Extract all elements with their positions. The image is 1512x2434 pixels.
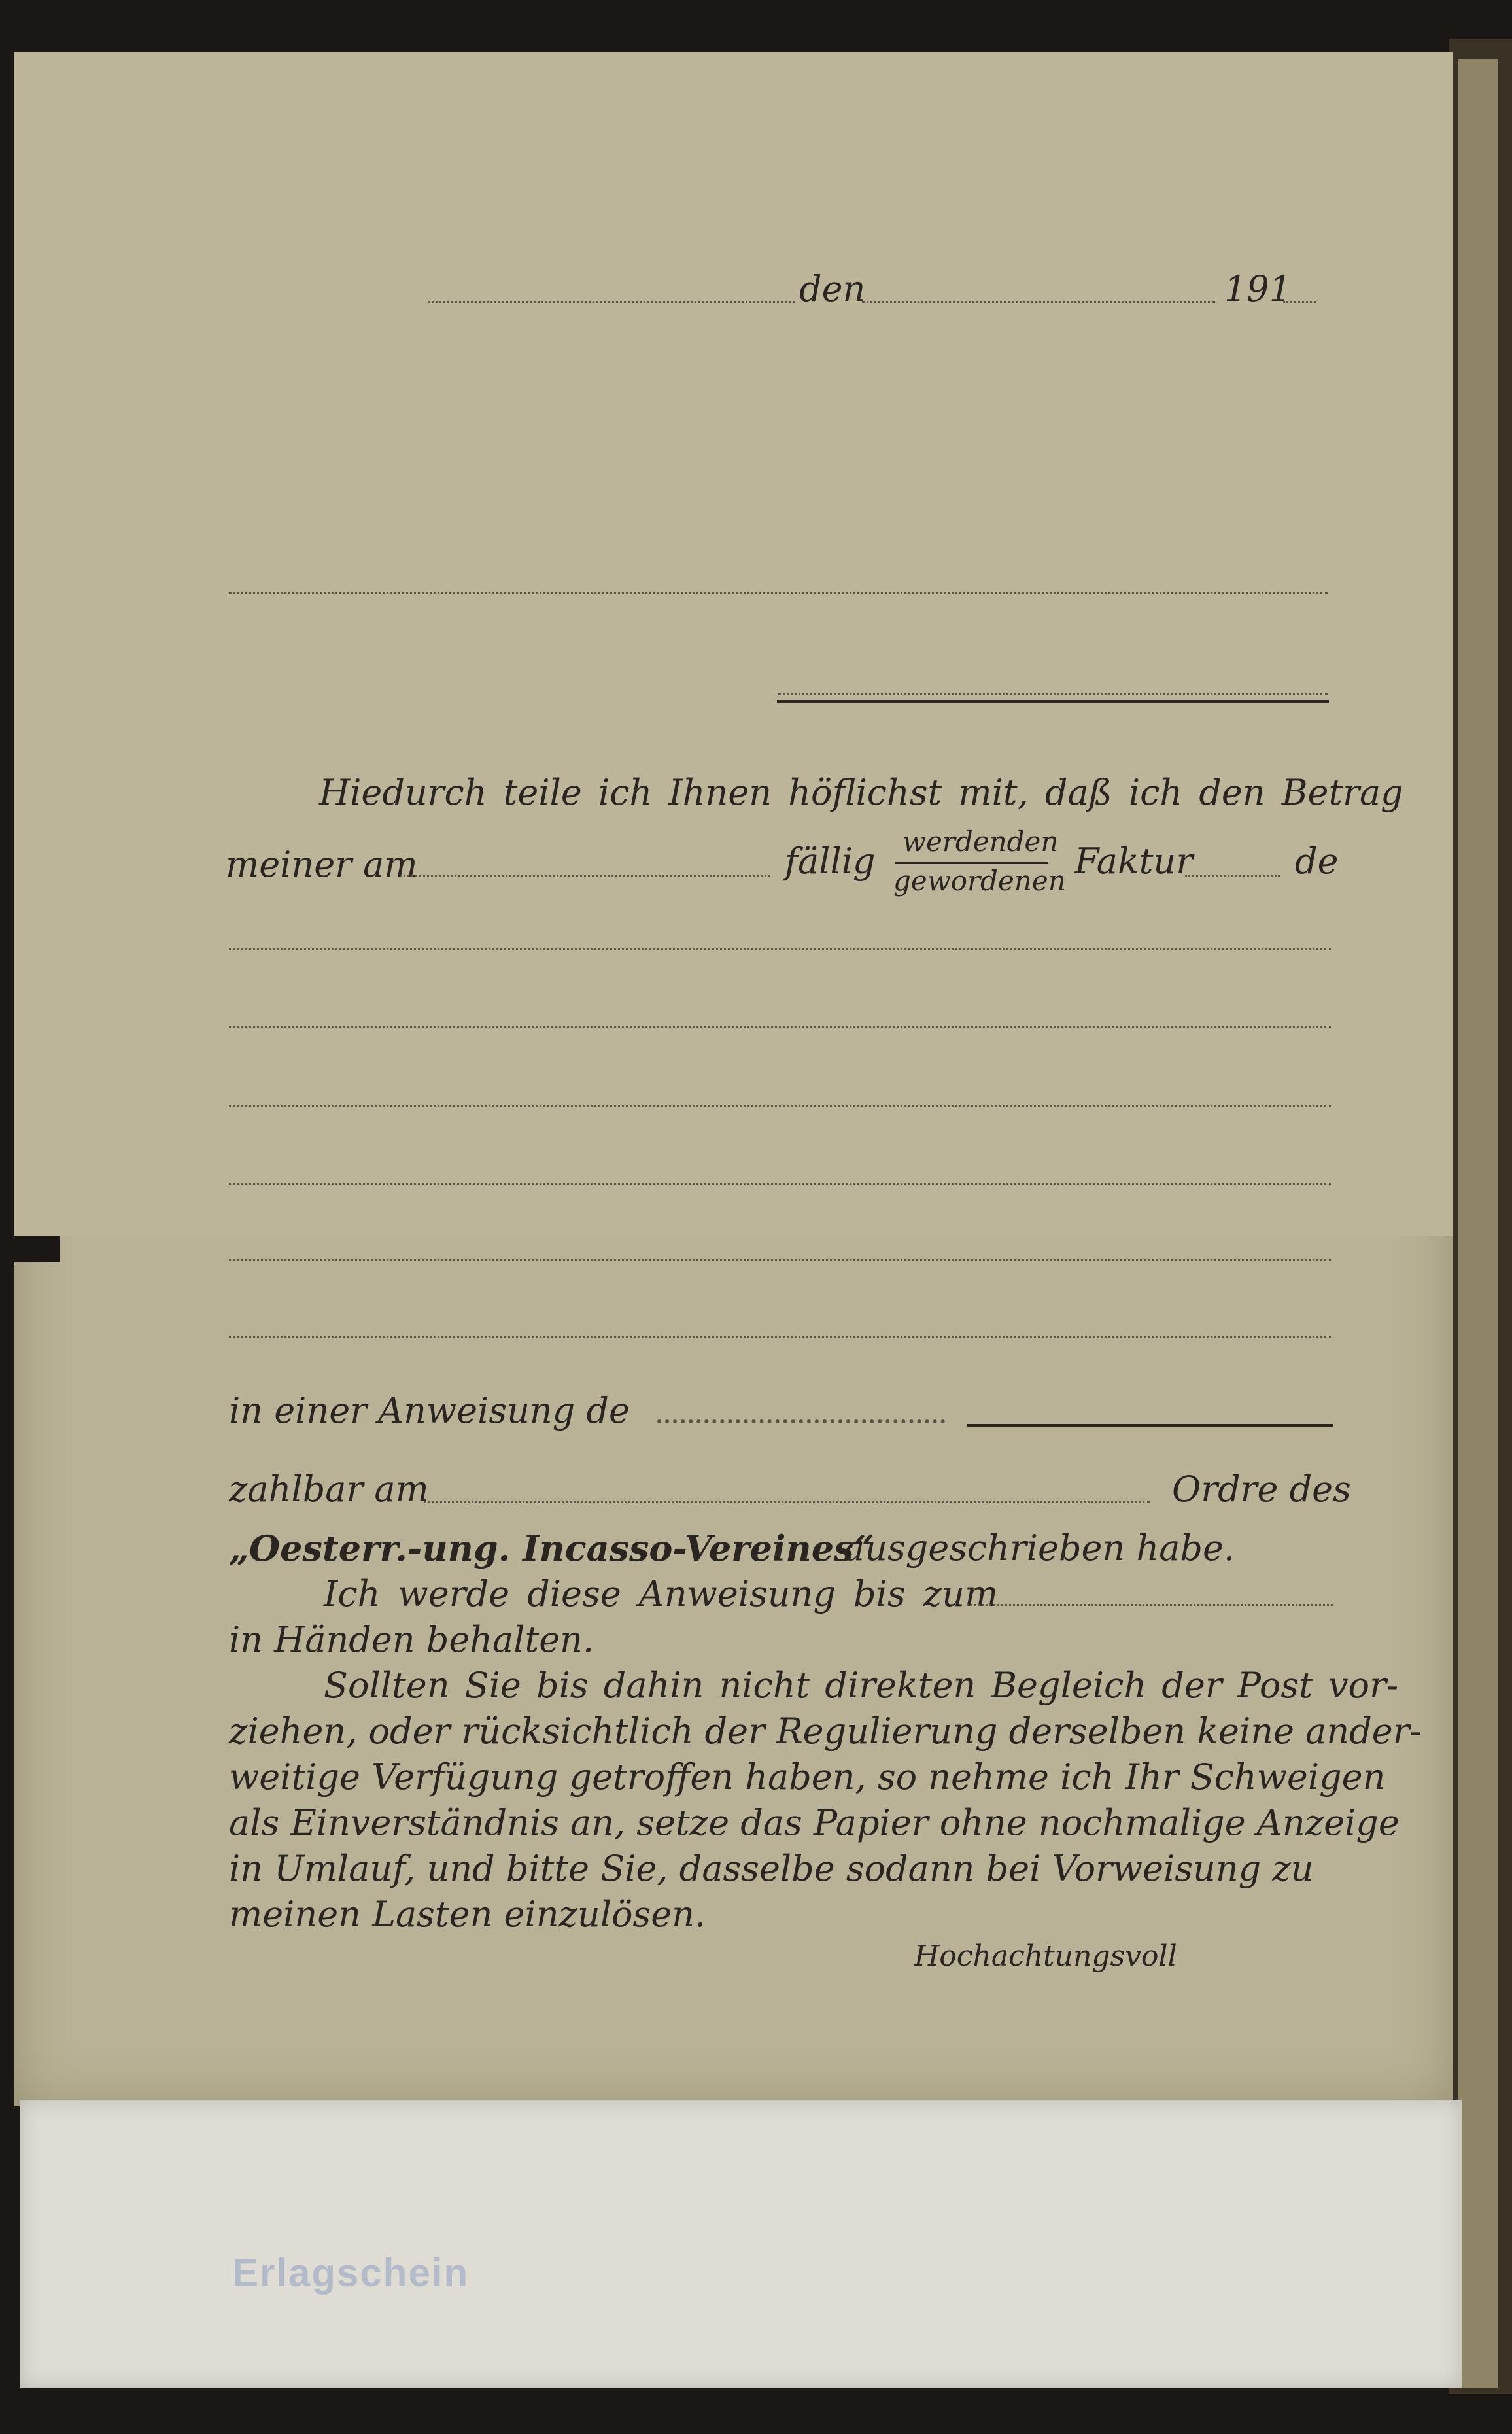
year-label: 191: [1224, 268, 1292, 309]
year-field[interactable]: [1283, 301, 1316, 303]
faellig-label: fällig: [785, 841, 876, 882]
paragraph2-line2: in Händen behalten.: [229, 1619, 594, 1660]
place-field[interactable]: [428, 301, 795, 303]
fraction-bottom: gewordenen: [893, 865, 1066, 897]
fraction-line: [895, 862, 1048, 864]
faktur-field[interactable]: [1185, 875, 1280, 877]
blank-line-1[interactable]: [229, 948, 1331, 950]
blank-line-5[interactable]: [229, 1259, 1331, 1261]
form-sheet-upper-fold: [14, 52, 1453, 1236]
book-spine-edge: [1458, 59, 1498, 2388]
address-line-1[interactable]: [229, 592, 1328, 594]
paragraph3-line4: als Einverständnis an, setze das Papier ohne nochmalige Anzeige: [229, 1802, 1400, 1843]
ausgeschrieben-label: ausgeschrieben habe.: [844, 1527, 1235, 1569]
paragraph3-line3: weitige Verfügung getroffen haben, so nehme ich Ihr Schweigen: [229, 1756, 1386, 1798]
paper-strip: [20, 2100, 1462, 2388]
strip-label: Erlagschein: [232, 2251, 470, 2295]
torn-notch: [14, 1236, 60, 1262]
zahlbar-label: zahlbar am: [229, 1469, 429, 1510]
faktur-label: Faktur: [1074, 841, 1194, 882]
paragraph2-line1: Ich werde diese Anweisung bis zum: [324, 1573, 999, 1614]
address-line-2[interactable]: [778, 693, 1328, 695]
paragraph3-line2: ziehen, oder rücksichtlich der Regulierung derselben keine ander-: [229, 1711, 1422, 1752]
blank-line-2[interactable]: [229, 1026, 1331, 1028]
amount-field[interactable]: [967, 1424, 1333, 1427]
address-underline: [777, 700, 1329, 703]
meiner-am-label: meiner am: [226, 844, 418, 885]
blank-line-4[interactable]: [229, 1183, 1331, 1185]
closing: Hochachtungsvoll: [914, 1939, 1177, 1973]
invoice-date-field[interactable]: [400, 875, 770, 877]
hold-until-field[interactable]: [967, 1604, 1333, 1606]
paragraph3-line1: Sollten Sie bis dahin nicht direkten Begleich der Post vor-: [324, 1665, 1399, 1706]
paragraph3-line5: in Umlauf, und bitte Sie, dasselbe sodann bei Vorweisung zu: [229, 1848, 1314, 1889]
blank-line-6[interactable]: [229, 1336, 1331, 1338]
fraction-top: werdenden: [902, 826, 1059, 858]
paragraph1-line1: Hiedurch teile ich Ihnen höflichst mit, daß ich den Betrag: [319, 772, 1403, 813]
verein-name: „Oesterr.-ung. Incasso-Vereines“: [229, 1527, 874, 1569]
de-label: de: [1295, 841, 1339, 882]
date-field[interactable]: [862, 301, 1215, 303]
ordre-label: Ordre des: [1172, 1469, 1351, 1510]
payable-date-field[interactable]: [424, 1501, 1150, 1503]
den-label: den: [799, 268, 866, 309]
anweisung-dots: [657, 1419, 945, 1423]
blank-line-3[interactable]: [229, 1105, 1331, 1107]
paragraph3-line6: meinen Lasten einzulösen.: [229, 1894, 706, 1935]
anweisung-label: in einer Anweisung de: [229, 1390, 630, 1431]
